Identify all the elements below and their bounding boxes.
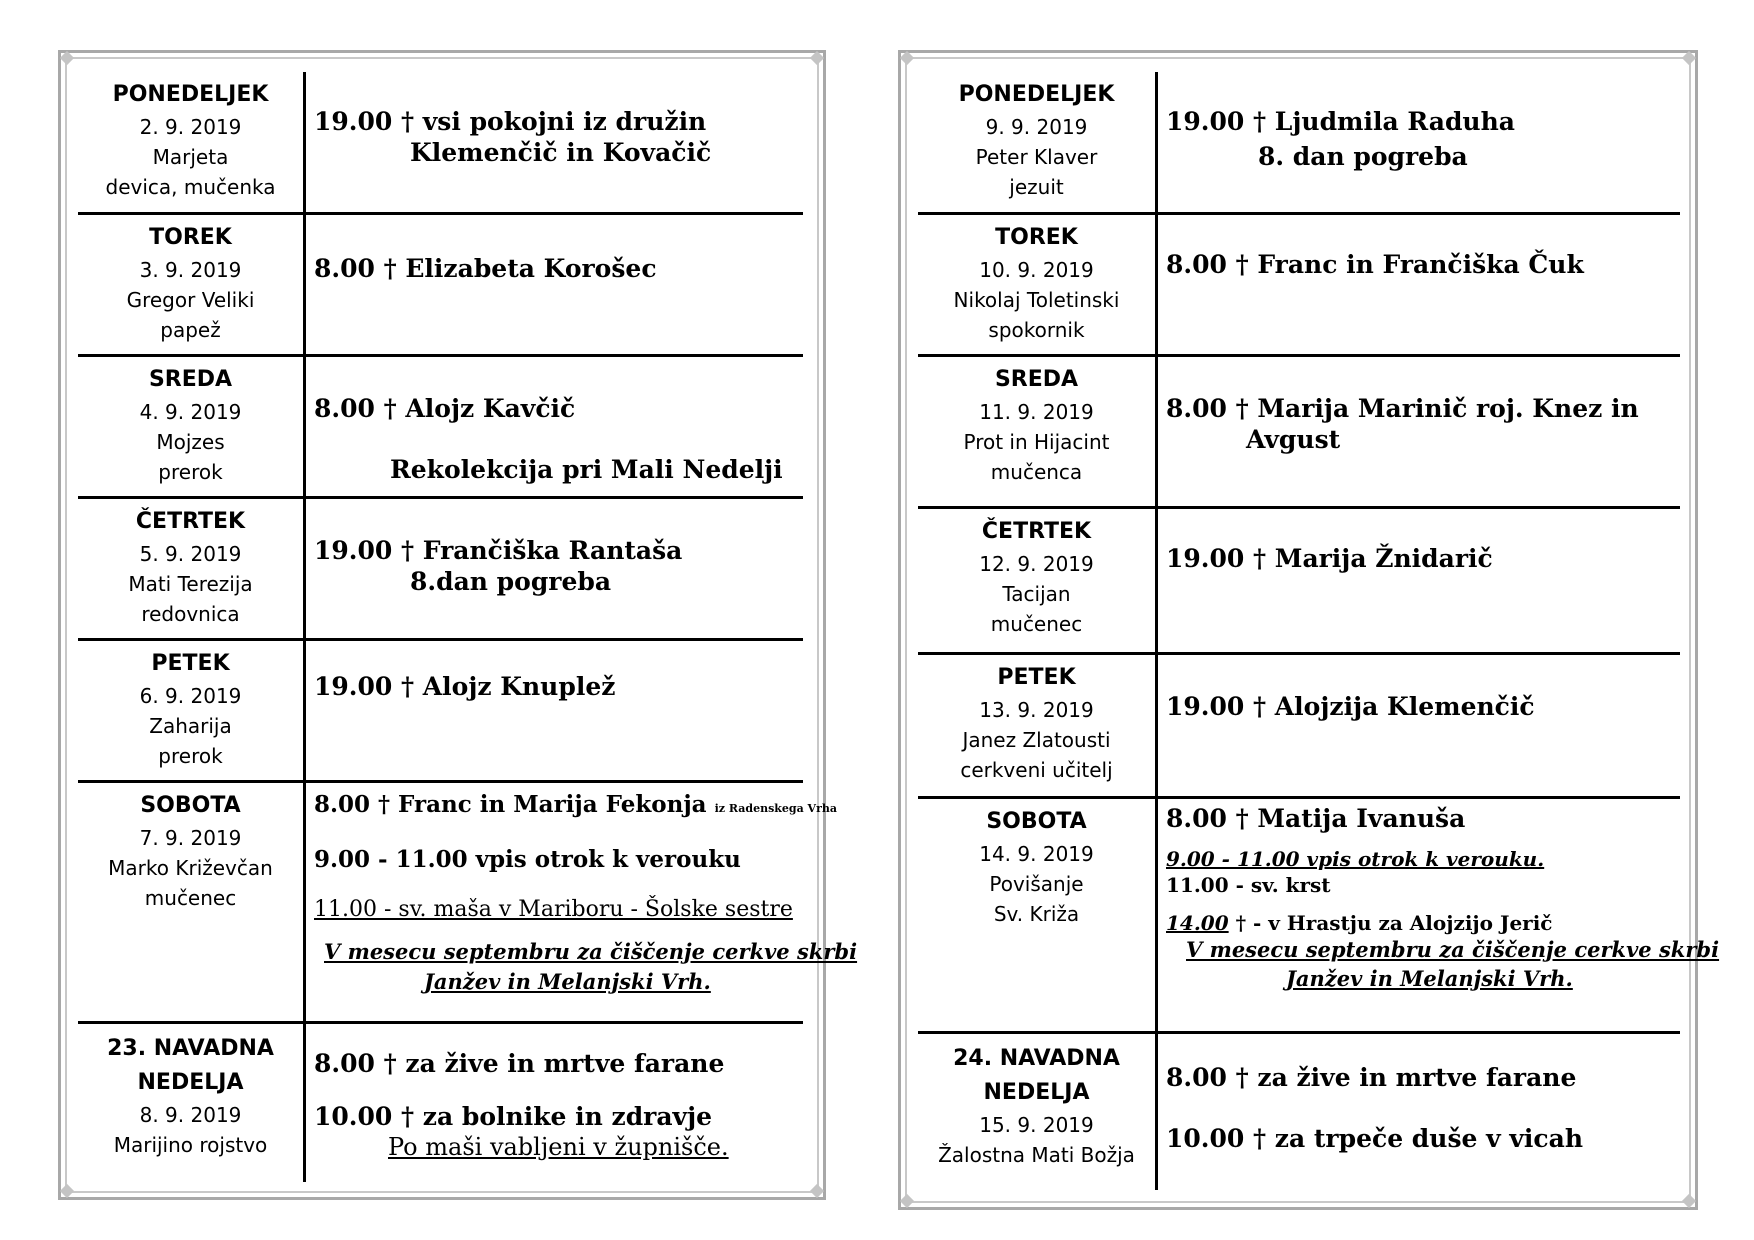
day-name: SREDA — [994, 367, 1079, 392]
schedule-row-saturday — [918, 799, 1720, 1034]
mass-line: 8.00 † Matija Ivanuša — [1166, 804, 1466, 833]
day-date: 2. 9. 2019 — [139, 115, 242, 139]
mass-note: iz Radenskega Vrha — [714, 802, 837, 815]
day-cell — [918, 215, 1155, 354]
day-date: 15. 9. 2019 — [979, 1113, 1094, 1137]
day-date: 11. 9. 2019 — [979, 400, 1094, 424]
saint-title: prerok — [158, 460, 223, 484]
mass-line: 8.00 † za žive in mrtve farane — [1166, 1063, 1577, 1092]
day-name: PETEK — [997, 665, 1076, 690]
day-cell — [78, 1024, 303, 1182]
mass-line: 8.00 † Franc in Frančiška Čuk — [1166, 250, 1584, 279]
mass-line: 8.00 † Franc in Marija Fekonja iz Radenskega Vrha — [314, 791, 837, 818]
schedule-row-tuesday — [78, 215, 803, 357]
mass-line: 8. dan pogreba — [1258, 142, 1468, 171]
saint-title: mučenca — [990, 460, 1083, 484]
mass-line: 19.00 † Marija Žnidarič — [1166, 544, 1493, 573]
day-cell — [78, 357, 303, 496]
mass-cell — [1158, 799, 1720, 1031]
day-cell — [918, 357, 1155, 506]
mass-cell — [306, 641, 803, 780]
saint-name: Povišanje — [989, 872, 1084, 896]
day-name: TOREK — [995, 225, 1078, 250]
saint-name: Peter Klaver — [975, 145, 1098, 169]
day-name: ČETRTEK — [981, 519, 1092, 544]
day-date: 9. 9. 2019 — [985, 115, 1088, 139]
saint-name: Mati Terezija — [128, 572, 253, 596]
notice-line: Janžev in Melanjski Vrh. — [424, 969, 711, 994]
mass-line: 19.00 † Alojzija Klemenčič — [1166, 692, 1535, 721]
mass-line: Rekolekcija pri Mali Nedelji — [390, 455, 783, 484]
mass-cell — [306, 1024, 803, 1182]
saint-title: jezuit — [1009, 175, 1064, 199]
mass-line: 8.00 † za žive in mrtve farane — [314, 1049, 725, 1078]
schedule-row-monday — [918, 72, 1680, 215]
mass-line: 19.00 † Ljudmila Raduha — [1166, 107, 1515, 136]
day-name: TOREK — [149, 225, 232, 250]
day-name: 23. NAVADNA — [107, 1036, 274, 1061]
mass-line: 8.00 † Elizabeta Korošec — [314, 254, 657, 283]
mass-line: Klemenčič in Kovačič — [410, 138, 712, 167]
schedule-row-saturday — [78, 783, 858, 1024]
saint-name: Zaharija — [149, 714, 232, 738]
day-name: PONEDELJEK — [112, 82, 269, 107]
saint-title: mučenec — [144, 886, 237, 910]
day-cell — [918, 799, 1155, 1031]
mass-cell — [306, 215, 803, 354]
mass-cell — [306, 783, 858, 1021]
mass-cell — [1158, 509, 1680, 652]
mass-time: 14.00 — [1166, 911, 1229, 935]
saint-name: Nikolaj Toletinski — [953, 288, 1120, 312]
saint-name: Marijino rojstvo — [113, 1133, 268, 1157]
mass-line: 19.00 † vsi pokojni iz družin — [314, 107, 707, 136]
left-schedule-table — [78, 72, 858, 1182]
day-cell — [918, 655, 1155, 796]
schedule-row-friday — [78, 641, 803, 783]
saint-name: Tacijan — [1002, 582, 1071, 606]
saint-title: Sv. Križa — [993, 902, 1080, 926]
mass-line: 19.00 † Alojz Knuplež — [314, 672, 616, 701]
mass-line: 11.00 - sv. maša v Mariboru - Šolske sestre — [314, 897, 793, 922]
day-date: 10. 9. 2019 — [979, 258, 1094, 282]
mass-cell — [1158, 1034, 1680, 1190]
day-cell — [918, 72, 1155, 212]
schedule-row-friday — [918, 655, 1680, 799]
day-name: SOBOTA — [140, 793, 241, 818]
saint-name: Žalostna Mati Božja — [938, 1143, 1135, 1167]
mass-line: 8.00 † Alojz Kavčič — [314, 394, 576, 423]
mass-cell — [1158, 655, 1680, 796]
day-date: 4. 9. 2019 — [139, 400, 242, 424]
day-name-2: NEDELJA — [137, 1070, 244, 1095]
mass-line: 19.00 † Frančiška Rantaša — [314, 536, 683, 565]
day-name: PETEK — [151, 651, 230, 676]
mass-cell — [1158, 72, 1680, 212]
right-schedule-table — [918, 72, 1720, 1190]
mass-line: 8.dan pogreba — [410, 567, 612, 596]
mass-cell — [1158, 357, 1680, 506]
day-name: SREDA — [148, 367, 233, 392]
day-date: 14. 9. 2019 — [979, 842, 1094, 866]
saint-name: Marjeta — [152, 145, 229, 169]
schedule-row-tuesday — [918, 215, 1680, 357]
day-date: 12. 9. 2019 — [979, 552, 1094, 576]
day-name: ČETRTEK — [135, 509, 246, 534]
mass-line: 11.00 - sv. krst — [1166, 873, 1331, 897]
schedule-row-thursday — [918, 509, 1680, 655]
day-cell — [918, 509, 1155, 652]
day-date: 3. 9. 2019 — [139, 258, 242, 282]
mass-line: Avgust — [1246, 425, 1341, 454]
day-name: 24. NAVADNA — [953, 1046, 1120, 1071]
day-cell — [78, 72, 303, 212]
saint-title: prerok — [158, 744, 223, 768]
day-name: SOBOTA — [986, 809, 1087, 834]
day-name-2: NEDELJA — [983, 1080, 1090, 1105]
mass-line: 10.00 † za bolnike in zdravje — [314, 1102, 713, 1131]
schedule-row-sunday — [918, 1034, 1680, 1190]
notice-line: Janžev in Melanjski Vrh. — [1286, 966, 1573, 991]
saint-title: redovnica — [141, 602, 240, 626]
schedule-row-wednesday — [918, 357, 1680, 509]
mass-cell — [1158, 215, 1680, 354]
mass-line: 9.00 - 11.00 vpis otrok k verouku. — [1166, 847, 1545, 871]
day-date: 13. 9. 2019 — [979, 698, 1094, 722]
mass-line: Po maši vabljeni v župnišče. — [388, 1133, 729, 1161]
mass-cell — [306, 357, 803, 496]
saint-title: spokornik — [988, 318, 1085, 342]
schedule-row-sunday — [78, 1024, 803, 1182]
saint-title: papež — [160, 318, 221, 342]
mass-line: 10.00 † za trpeče duše v vicah — [1166, 1124, 1583, 1153]
day-cell — [78, 783, 303, 1021]
saint-name: Marko Križevčan — [108, 856, 273, 880]
day-date: 7. 9. 2019 — [139, 826, 242, 850]
notice-line: V mesecu septembru za čiščenje cerkve skrbi — [324, 939, 858, 964]
saint-title: mučenec — [990, 612, 1083, 636]
schedule-row-monday — [78, 72, 803, 215]
saint-name: Gregor Veliki — [126, 288, 255, 312]
day-cell — [78, 641, 303, 780]
saint-title: devica, mučenka — [105, 175, 276, 199]
schedule-row-wednesday — [78, 357, 803, 499]
saint-name: Mojzes — [156, 430, 225, 454]
mass-cell — [306, 499, 803, 638]
day-cell — [78, 215, 303, 354]
schedule-row-thursday — [78, 499, 803, 641]
day-date: 6. 9. 2019 — [139, 684, 242, 708]
day-date: 5. 9. 2019 — [139, 542, 242, 566]
saint-title: cerkveni učitelj — [960, 758, 1113, 782]
day-cell — [918, 1034, 1155, 1190]
day-date: 8. 9. 2019 — [139, 1103, 242, 1127]
mass-line: 14.00 † - v Hrastju za Alojzijo Jerič — [1166, 911, 1553, 935]
mass-cell — [306, 72, 803, 212]
saint-name: Prot in Hijacint — [963, 430, 1110, 454]
day-cell — [78, 499, 303, 638]
saint-name: Janez Zlatousti — [962, 728, 1111, 752]
mass-line: 8.00 † Marija Marinič roj. Knez in — [1166, 394, 1639, 423]
mass-line: 9.00 - 11.00 vpis otrok k verouku — [314, 846, 741, 873]
day-name: PONEDELJEK — [958, 82, 1115, 107]
notice-line: V mesecu septembru za čiščenje cerkve skrbi — [1186, 937, 1720, 962]
